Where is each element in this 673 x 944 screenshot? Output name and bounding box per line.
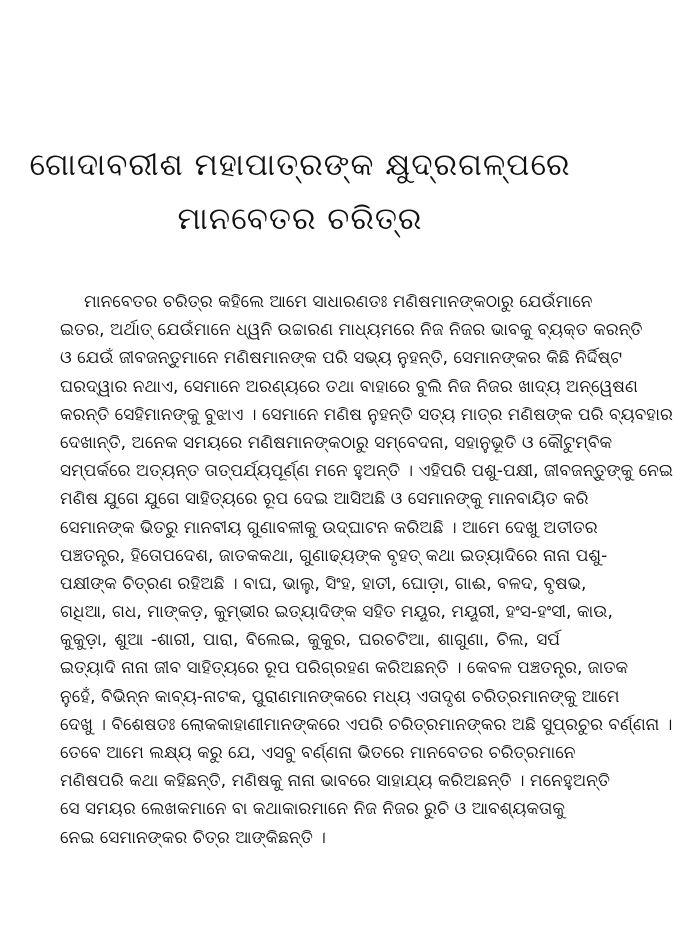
body-line: ଦେଖାନ୍ତି, ଅନେକ ସମୟରେ ମଣିଷମାନଙ୍କଠାରୁ ସମ୍ବେଦନା, ସହାନୁଭୂତି ଓ କୌଟୁମ୍ବିକ: [60, 432, 613, 453]
body-line: ନେଇ ସେମାନଙ୍କର ଚିତ୍ର ଆଙ୍କିଛନ୍ତି ।: [60, 827, 326, 848]
body-line: ମଣିଷ ଯୁଗେ ଯୁଗେ ସାହିତ୍ୟରେ ରୂପ ଦେଇ ଆସିଅଛି ଓ ସେମାନଙ୍କୁ ମାନବାୟିତ କରି: [60, 489, 589, 510]
body-line: ପଞ୍ଚତନ୍ତ୍ର, ହିତୋପଦେଶ, ଜାତକକଥା, ଗୁଣାଢ୍ୟଙ୍କ ବୃହତ୍ କଥା ଇତ୍ୟାଦିରେ ନାନା ପଶୁ-: [60, 545, 608, 566]
body-line: ମାନବେତର ଚରିତ୍ର କହିଲେ ଆମେ ସାଧାରଣତଃ ମଣିଷମାନଙ୍କଠାରୁ ଯେଉଁମାନେ: [84, 292, 593, 312]
body-line: ନୁହେଁ, ବିଭିନ୍ନ କାବ୍ୟ-ନାଟକ, ପୁରାଣମାନଙ୍କରେ ମଧ୍ୟ ଏତାଦୃଶ ଚରିତ୍ରମାନଙ୍କୁ ଆମେ: [60, 686, 620, 707]
chapter-title: [20, 138, 580, 246]
body-line: ସମ୍ପର୍କରେ ଅତ୍ୟନ୍ତ ତାତ୍ପର୍ଯ୍ୟପୂର୍ଣ୍ଣ ମନେ ହୁଅନ୍ତି । ଏହିପରି ପଶୁ-ପକ୍ଷୀ, ଜୀବଜନ୍ତୁଙ୍କୁ ନେଇ: [60, 461, 673, 482]
body-line: ପକ୍ଷୀଙ୍କ ଚିତ୍ରଣ ରହିଅଛି । ବାଘ, ଭାଲୁ, ସିଂହ, ହାତୀ, ଘୋଡ଼ା, ଗାଈ, ବଳଦ, ବୃଷଭ,: [60, 573, 587, 594]
body-line: କରନ୍ତି ସେହିମାନଙ୍କୁ ବୁଝାଏ । ସେମାନେ ମଣିଷ ନୁହନ୍ତି ସତ୍ୟ ମାତ୍ର ମଣିଷଙ୍କ ପରି ବ୍ୟବହାର: [60, 404, 673, 425]
body-line: କୁକୁଡ଼ା, ଶୁଆ -ଶାରୀ, ପାରା, ବିଲେଇ, କୁକୁର, ଘରଚଟିଆ, ଶାଗୁଣା, ଚିଲ, ସର୍ପ: [60, 630, 560, 651]
title-line-1: ଗୋଦାବରୀଶ ମହାପାତ୍ରଙ୍କ କ୍ଷୁଦ୍ରଗଳ୍ପରେ: [29, 147, 571, 183]
body-line: ଓ ଯେଉଁ ଜୀବଜନ୍ତୁମାନେ ମଣିଷମାନଙ୍କ ପରି ସଭ୍ୟ ନୁହନ୍ତି, ସେମାନଙ୍କର କିଛି ନିର୍ଦ୍ଦିଷ୍ଟ: [60, 348, 623, 369]
title-line-2: ମାନବେତର ଚରିତ୍ର: [177, 201, 423, 237]
body-paragraph: [60, 288, 673, 852]
body-line: ମଣିଷପରି କଥା କହିଛନ୍ତି, ମଣିଷକୁ ନାନା ଭାବରେ ସାହାଯ୍ୟ କରିଅଛନ୍ତି । ମନେହୁଅନ୍ତି: [60, 771, 610, 792]
body-line: ସେ ସମୟର ଲେଖକମାନେ ବା କଥାକାରମାନେ ନିଜ ନିଜର ରୁଚି ଓ ଆବଶ୍ୟକତାକୁ: [60, 799, 565, 820]
body-line: ତେବେ ଆମେ ଲକ୍ଷ୍ୟ କରୁ ଯେ, ଏସବୁ ବର୍ଣ୍ଣନା ଭିତରେ ମାନବେତର ଚରିତ୍ରମାନେ: [60, 743, 576, 763]
body-line: ଇତର, ଅର୍ଥାତ୍ ଯେଉଁମାନେ ଧ୍ୱନି ଉଚ୍ଚାରଣ ମାଧ୍ୟମରେ ନିଜ ନିଜର ଭାବକୁ ବ୍ୟକ୍ତ କରନ୍ତି: [60, 320, 643, 341]
body-line: ସେମାନଙ୍କ ଭିତରୁ ମାନବୀୟ ଗୁଣାବଳୀକୁ ଉଦ୍‌ଘାଟନ କରିଅଛି । ଆମେ ଦେଖୁ ଅତୀତର: [60, 517, 598, 538]
body-line: ଘରଦ୍ୱାର ନଥାଏ, ସେମାନେ ଅରଣ୍ୟରେ ତଥା ବାହାରେ ବୁଲି ନିଜ ନିଜର ଖାଦ୍ୟ ଅନ୍ୱେଷଣ: [60, 376, 638, 397]
body-line: ଗଧିଆ, ଗଧ, ମାଙ୍କଡ଼, କୁମ୍ଭୀର ଇତ୍ୟାଦିଙ୍କ ସହିତ ମୟୂର, ମୟୂରୀ, ହଂସ-ହଂସୀ, କାଉ,: [60, 602, 613, 623]
body-line: ଇତ୍ୟାଦି ନାନା ଜୀବ ସାହିତ୍ୟରେ ରୂପ ପରିଗ୍ରହଣ କରିଅଛନ୍ତି । କେବଳ ପଞ୍ଚତନ୍ତ୍ର, ଜାତକ: [60, 658, 629, 679]
body-line: ଦେଖୁ । ବିଶେଷତଃ ଲୋକକାହାଣୀମାନଙ୍କରେ ଏପରି ଚରିତ୍ରମାନଙ୍କର ଅଛି ସୁପ୍ରଚୁର ବର୍ଣ୍ଣନା ।: [60, 714, 673, 735]
